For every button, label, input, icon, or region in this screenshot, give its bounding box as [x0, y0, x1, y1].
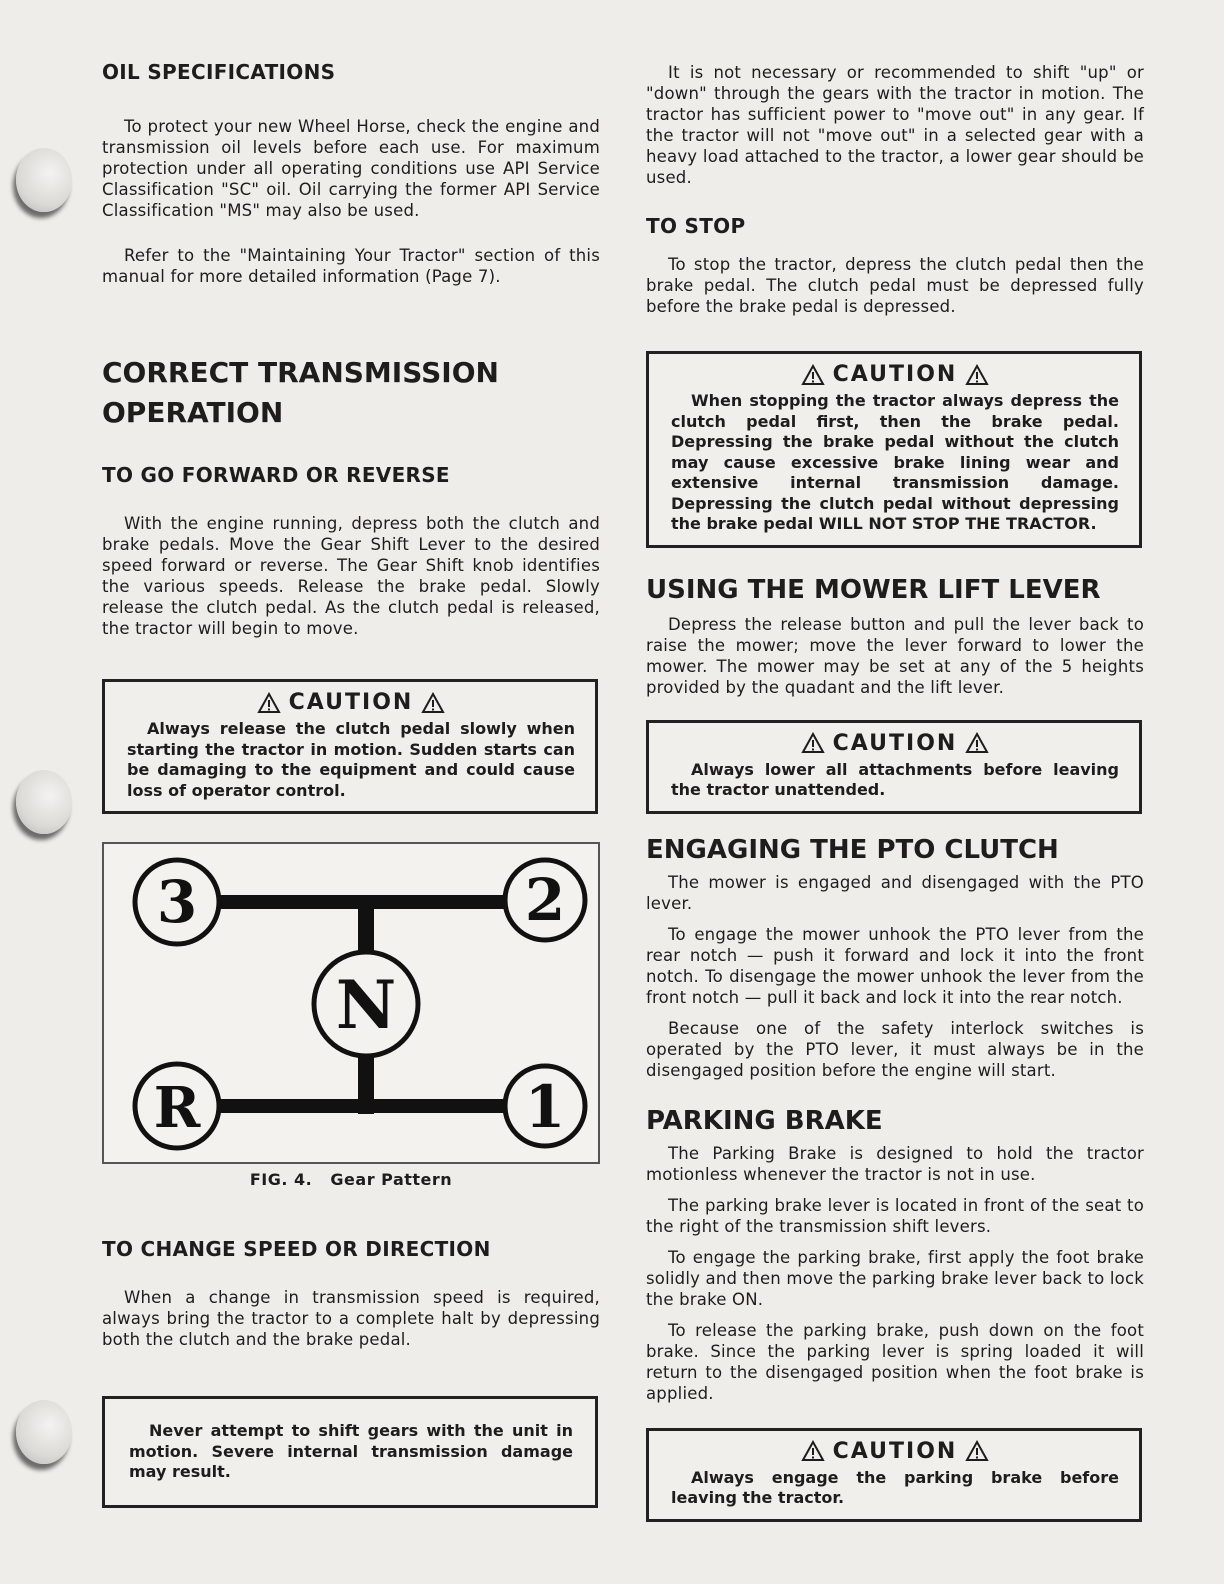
- caution-title: CAUTION: [832, 730, 958, 756]
- pto-paragraph-1: The mower is engaged and disengaged with the PTO lever.: [646, 872, 1144, 913]
- change-speed-heading: TO CHANGE SPEED OR DIRECTION: [102, 1237, 491, 1261]
- caution-body: Always lower all attachments before leaving the tractor unattended.: [671, 759, 1119, 799]
- caution-title: CAUTION: [288, 690, 414, 715]
- svg-text:N: N: [335, 966, 397, 1044]
- oil-paragraph-2: Refer to the "Maintaining Your Tractor" section of this manual for more detailed information (Page 7).: [102, 246, 600, 286]
- shift-paragraph: It is not necessary or recommended to shift "up" or "down" through the gears with the tractor in motion. The tractor has sufficient power to "move out" in any gear. If the tractor will not "move out" in a selected gear with a heavy load attached to the tractor, a lower gear should be used.: [646, 63, 1144, 187]
- left-column: [102, 60, 600, 1508]
- gear-reverse-circle: [135, 1064, 219, 1148]
- right-column: [646, 60, 1144, 1522]
- parking-paragraph-4: To release the parking brake, push down on the foot brake. Since the parking lever is spring loaded it will return to the disengaged position when the foot brake is applied.: [646, 1320, 1144, 1403]
- mower-lift-heading: USING THE MOWER LIFT LEVER: [646, 574, 1101, 605]
- gear-1-circle: [505, 1066, 585, 1146]
- parking-paragraph-3: To engage the parking brake, first apply the foot brake solidly and then move the parking brake lever back to lock the brake ON.: [646, 1247, 1144, 1309]
- gear-pattern-diagram: [104, 844, 598, 1162]
- oil-paragraph-1: To protect your new Wheel Horse, check the engine and transmission oil levels before each use. For maximum protection under all operating conditions use API Service Classification "SC" oil. Oil carrying the former API Service Classification "MS" may also be used.: [102, 117, 600, 220]
- gear-3-circle: [135, 860, 219, 944]
- oil-specifications-heading: OIL SPECIFICATIONS: [102, 60, 336, 84]
- caution-title: CAUTION: [832, 1438, 958, 1464]
- gear-neutral-circle: [314, 952, 418, 1056]
- caution-header: [671, 1439, 1119, 1464]
- caution-box-clutch: [102, 679, 598, 814]
- caution-box-stopping: [646, 351, 1142, 548]
- svg-text:3: 3: [156, 868, 198, 936]
- warning-triangle-icon: [257, 692, 281, 714]
- figure-number: FIG. 4.: [249, 1170, 313, 1189]
- forward-reverse-heading: TO GO FORWARD OR REVERSE: [102, 463, 450, 487]
- parking-paragraph-2: The parking brake lever is located in front of the seat to the right of the transmission shift levers.: [646, 1195, 1144, 1236]
- gear-pattern-figure: [102, 842, 600, 1164]
- warning-triangle-icon: [965, 732, 989, 754]
- caution-box-attachments: [646, 720, 1142, 814]
- forward-reverse-paragraph: With the engine running, depress both the clutch and brake pedals. Move the Gear Shift Lever to the desired speed forward or reverse. The Gear Shift knob identifies the various speeds. Release the brake pedal. Slowly release the clutch pedal. As the clutch pedal is released, the tractor will begin to move.: [102, 514, 600, 638]
- caution-header: [127, 690, 575, 715]
- svg-text:1: 1: [524, 1073, 566, 1141]
- pto-paragraph-3: Because one of the safety interlock switches is operated by the PTO lever, it must always be in the disengaged position before the engine will start.: [646, 1018, 1144, 1080]
- figure-title: Gear Pattern: [330, 1170, 453, 1189]
- caution-body: When stopping the tractor always depress the clutch pedal first, then the brake pedal. Depressing the brake pedal without the clutch may cause excessive brake lining wear and extensive internal transmission damage. Depressing the clutch pedal without depressing the brake pedal WILL NOT STOP THE TRACTOR.: [671, 391, 1119, 533]
- figure-caption: [102, 1170, 600, 1189]
- to-stop-paragraph: To stop the tractor, depress the clutch pedal then the brake pedal. The clutch pedal must be depressed fully before the brake pedal is depressed.: [646, 255, 1144, 316]
- parking-brake-heading: PARKING BRAKE: [646, 1105, 883, 1136]
- caution-header: [671, 362, 1119, 387]
- parking-paragraph-1: The Parking Brake is designed to hold the tractor motionless whenever the tractor is not in use.: [646, 1143, 1144, 1184]
- caution-header: [671, 731, 1119, 756]
- notice-body: Never attempt to shift gears with the unit in motion. Severe internal transmission damage may result.: [129, 1421, 573, 1481]
- gear-2-circle: [505, 860, 585, 940]
- binder-hole-top: [16, 148, 72, 212]
- to-stop-heading: TO STOP: [646, 214, 746, 238]
- transmission-heading-line1: CORRECT TRANSMISSION: [102, 356, 499, 389]
- caution-title: CAUTION: [832, 362, 958, 387]
- caution-body: Always release the clutch pedal slowly when starting the tractor in motion. Sudden starts can be damaging to the equipment and could cause loss of operator control.: [127, 719, 575, 800]
- notice-box-shift-gears: [102, 1396, 598, 1508]
- warning-triangle-icon: [965, 364, 989, 386]
- warning-triangle-icon: [965, 1440, 989, 1462]
- pto-clutch-heading: ENGAGING THE PTO CLUTCH: [646, 834, 1059, 865]
- svg-text:2: 2: [524, 866, 566, 934]
- warning-triangle-icon: [801, 364, 825, 386]
- caution-box-parking: [646, 1428, 1142, 1522]
- warning-triangle-icon: [801, 732, 825, 754]
- mower-lift-paragraph: Depress the release button and pull the lever back to raise the mower; move the lever forward to lower the mower. The mower may be set at any of the 5 heights provided by the quadant and the lift lever.: [646, 614, 1144, 697]
- transmission-heading-line2: OPERATION: [102, 396, 284, 429]
- svg-text:R: R: [153, 1075, 201, 1141]
- pto-paragraph-2: To engage the mower unhook the PTO lever from the rear notch — push it forward and lock it into the front notch. To disengage the mower unhook the lever from the front notch — pull it back and lock it into the rear notch.: [646, 924, 1144, 1007]
- change-speed-paragraph: When a change in transmission speed is required, always bring the tractor to a complete halt by depressing both the clutch and the brake pedal.: [102, 1288, 600, 1349]
- binder-hole-middle: [16, 770, 72, 834]
- warning-triangle-icon: [421, 692, 445, 714]
- binder-hole-bottom: [16, 1400, 72, 1464]
- caution-body: Always engage the parking brake before leaving the tractor.: [671, 1467, 1119, 1507]
- warning-triangle-icon: [801, 1440, 825, 1462]
